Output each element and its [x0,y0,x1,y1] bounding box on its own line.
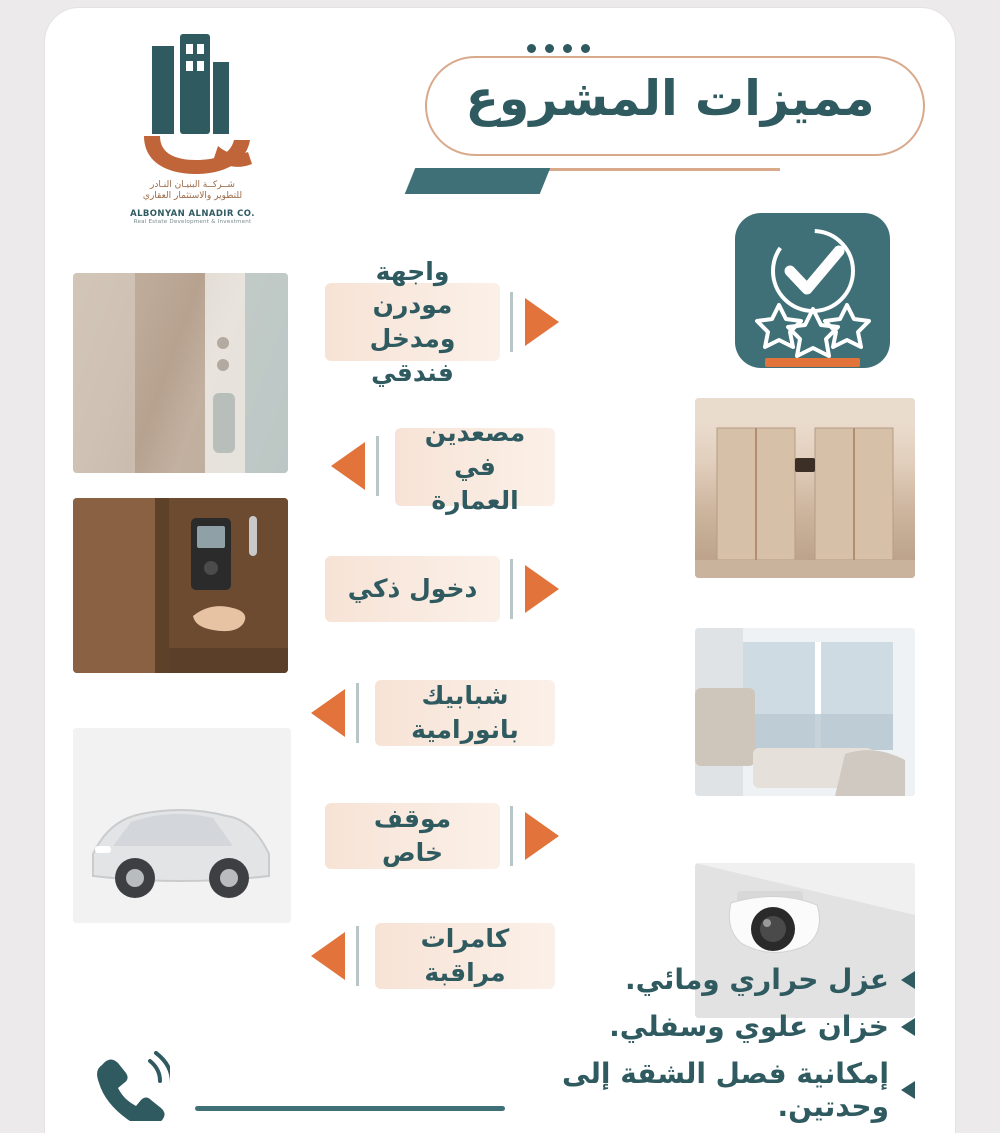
private-parking-photo [73,728,291,923]
title-accent-tab [405,168,551,194]
feature-arrow-1 [331,442,365,490]
logo-english-name: ALBONYAN ALNADIR CO. Real Estate Development & Investment [130,209,255,225]
feature-divider-1 [376,436,379,496]
feature-arrow-0 [525,298,559,346]
feature-arrow-3 [311,689,345,737]
feature-3-line1: شبابيك بانورامية [411,681,519,744]
list-item [445,1010,915,1043]
title-dots [517,44,600,53]
bullet-triangle-icon [901,971,915,989]
feature-arrow-4 [525,812,559,860]
check-stars-icon [735,213,890,368]
feature-4-line1: موقف خاص [373,804,452,867]
logo-mark-icon [100,28,285,178]
feature-divider-0 [510,292,513,352]
page-title: مميزات المشروع [465,70,875,127]
feature-2-line1: دخول ذكي [347,574,478,604]
feature-0-line1: واجهة مودرن [372,256,453,320]
feature-1-line2: في العمارة [431,452,519,515]
list-item [445,963,915,996]
smart-entry-photo [73,498,288,673]
feature-divider-5 [356,926,359,986]
bullet-text-0: عزل حراري ومائي. [624,963,889,996]
extra-features-list [445,963,915,1133]
badge-underline [765,358,860,367]
footer-divider [195,1106,505,1111]
feature-divider-4 [510,806,513,866]
feature-arrow-2 [525,565,559,613]
feature-label-3 [375,680,555,746]
bullet-text-1: خزان علوي وسفلي. [609,1010,889,1043]
logo-arabic-name: شــركــة البنيـان النـادر للتطوير والاستثمار العقاري [142,180,243,202]
bullet-text-2: إمكانية فصل الشقة إلى وحدتين. [562,1057,889,1123]
poster-card [45,8,955,1133]
feature-divider-2 [510,559,513,619]
feature-5-line1: كامرات مراقبة [420,924,510,987]
feature-label-2 [325,556,500,622]
feature-label-4 [325,803,500,869]
bullet-triangle-icon [901,1081,915,1099]
bullet-triangle-icon [901,1018,915,1036]
panoramic-window-photo [695,628,915,796]
feature-label-0 [325,256,500,387]
modern-facade-photo [73,273,288,473]
company-logo [100,28,285,233]
title-underline [535,168,780,171]
list-item [445,1057,915,1123]
feature-0-line2: ومدخل فندقي [369,324,456,387]
quality-badge [735,213,890,368]
phone-call-icon[interactable] [90,1051,170,1121]
feature-label-1 [395,418,555,515]
feature-divider-3 [356,683,359,743]
feature-1-line1: مصعدين [424,418,526,448]
elevator-photo [695,398,915,578]
feature-arrow-5 [311,932,345,980]
